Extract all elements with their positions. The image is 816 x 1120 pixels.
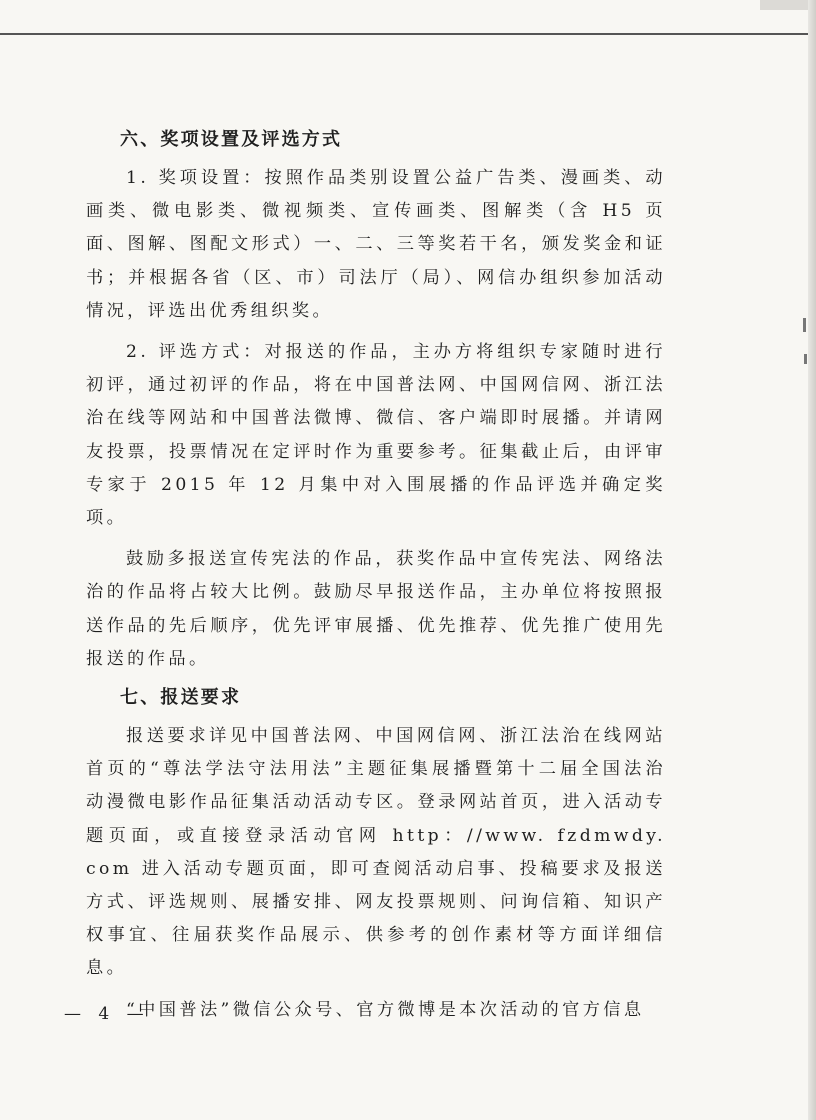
paragraph-official-channels: “中国普法”微信公众号、官方微博是本次活动的官方信息	[126, 999, 645, 1020]
scan-margin-mark	[804, 354, 807, 364]
paragraph-submission-details: 报送要求详见中国普法网、中国网信网、浙江法治在线网站首页的“尊法学法守法用法”主题征集展播暨第十二届全国法治动漫微电影作品征集活动活动专区。登录网站首页，进入活动专题页面，或直接登录活动官网 http：//www. fzdmwdy. com 进入活动专题页面，即可查阅活动启事、投稿要求及报送方式、评选规则、展播安排、网友投票规则、问询信箱、知识产权事宜、往届获奖作品展示、供参考的创作素材等方面详细信息。	[86, 726, 666, 979]
paragraph-encouragement: 鼓励多报送宣传宪法的作品，获奖作品中宣传宪法、网络法治的作品将占较大比例。鼓励尽早报送作品，主办单位将按照报送作品的先后顺序，优先评审展播、优先推荐、优先推广使用先报送的作品。	[86, 549, 666, 669]
section-heading-submission: 七、报送要求	[120, 687, 242, 709]
page-number: — 4 —	[64, 1004, 150, 1024]
scan-shadow-right	[808, 0, 816, 1120]
page-top-rule	[0, 33, 816, 35]
paragraph-award-settings: 1. 奖项设置：按照作品类别设置公益广告类、漫画类、动画类、微电影类、微视频类、宣传画类、图解类（含 H5 页面、图解、图配文形式）一、二、三等奖若干名，颁发奖金和证书；并根据各省（区、市）司法厅（局）、网信办组织参加活动情况，评选出优秀组织奖。	[86, 168, 666, 321]
paragraph-selection-method: 2. 评选方式：对报送的作品，主办方将组织专家随时进行初评，通过初评的作品，将在中国普法网、中国网信网、浙江法治在线等网站和中国普法微博、微信、客户端即时展播。并请网友投票，投票情况在定评时作为重要参考。征集截止后，由评审专家于 2015 年 12 月集中对入围展播的作品评选并确定奖项。	[86, 342, 666, 529]
document-body	[86, 118, 666, 1027]
scan-margin-mark	[803, 318, 806, 332]
section-heading-awards: 六、奖项设置及评选方式	[120, 129, 343, 150]
